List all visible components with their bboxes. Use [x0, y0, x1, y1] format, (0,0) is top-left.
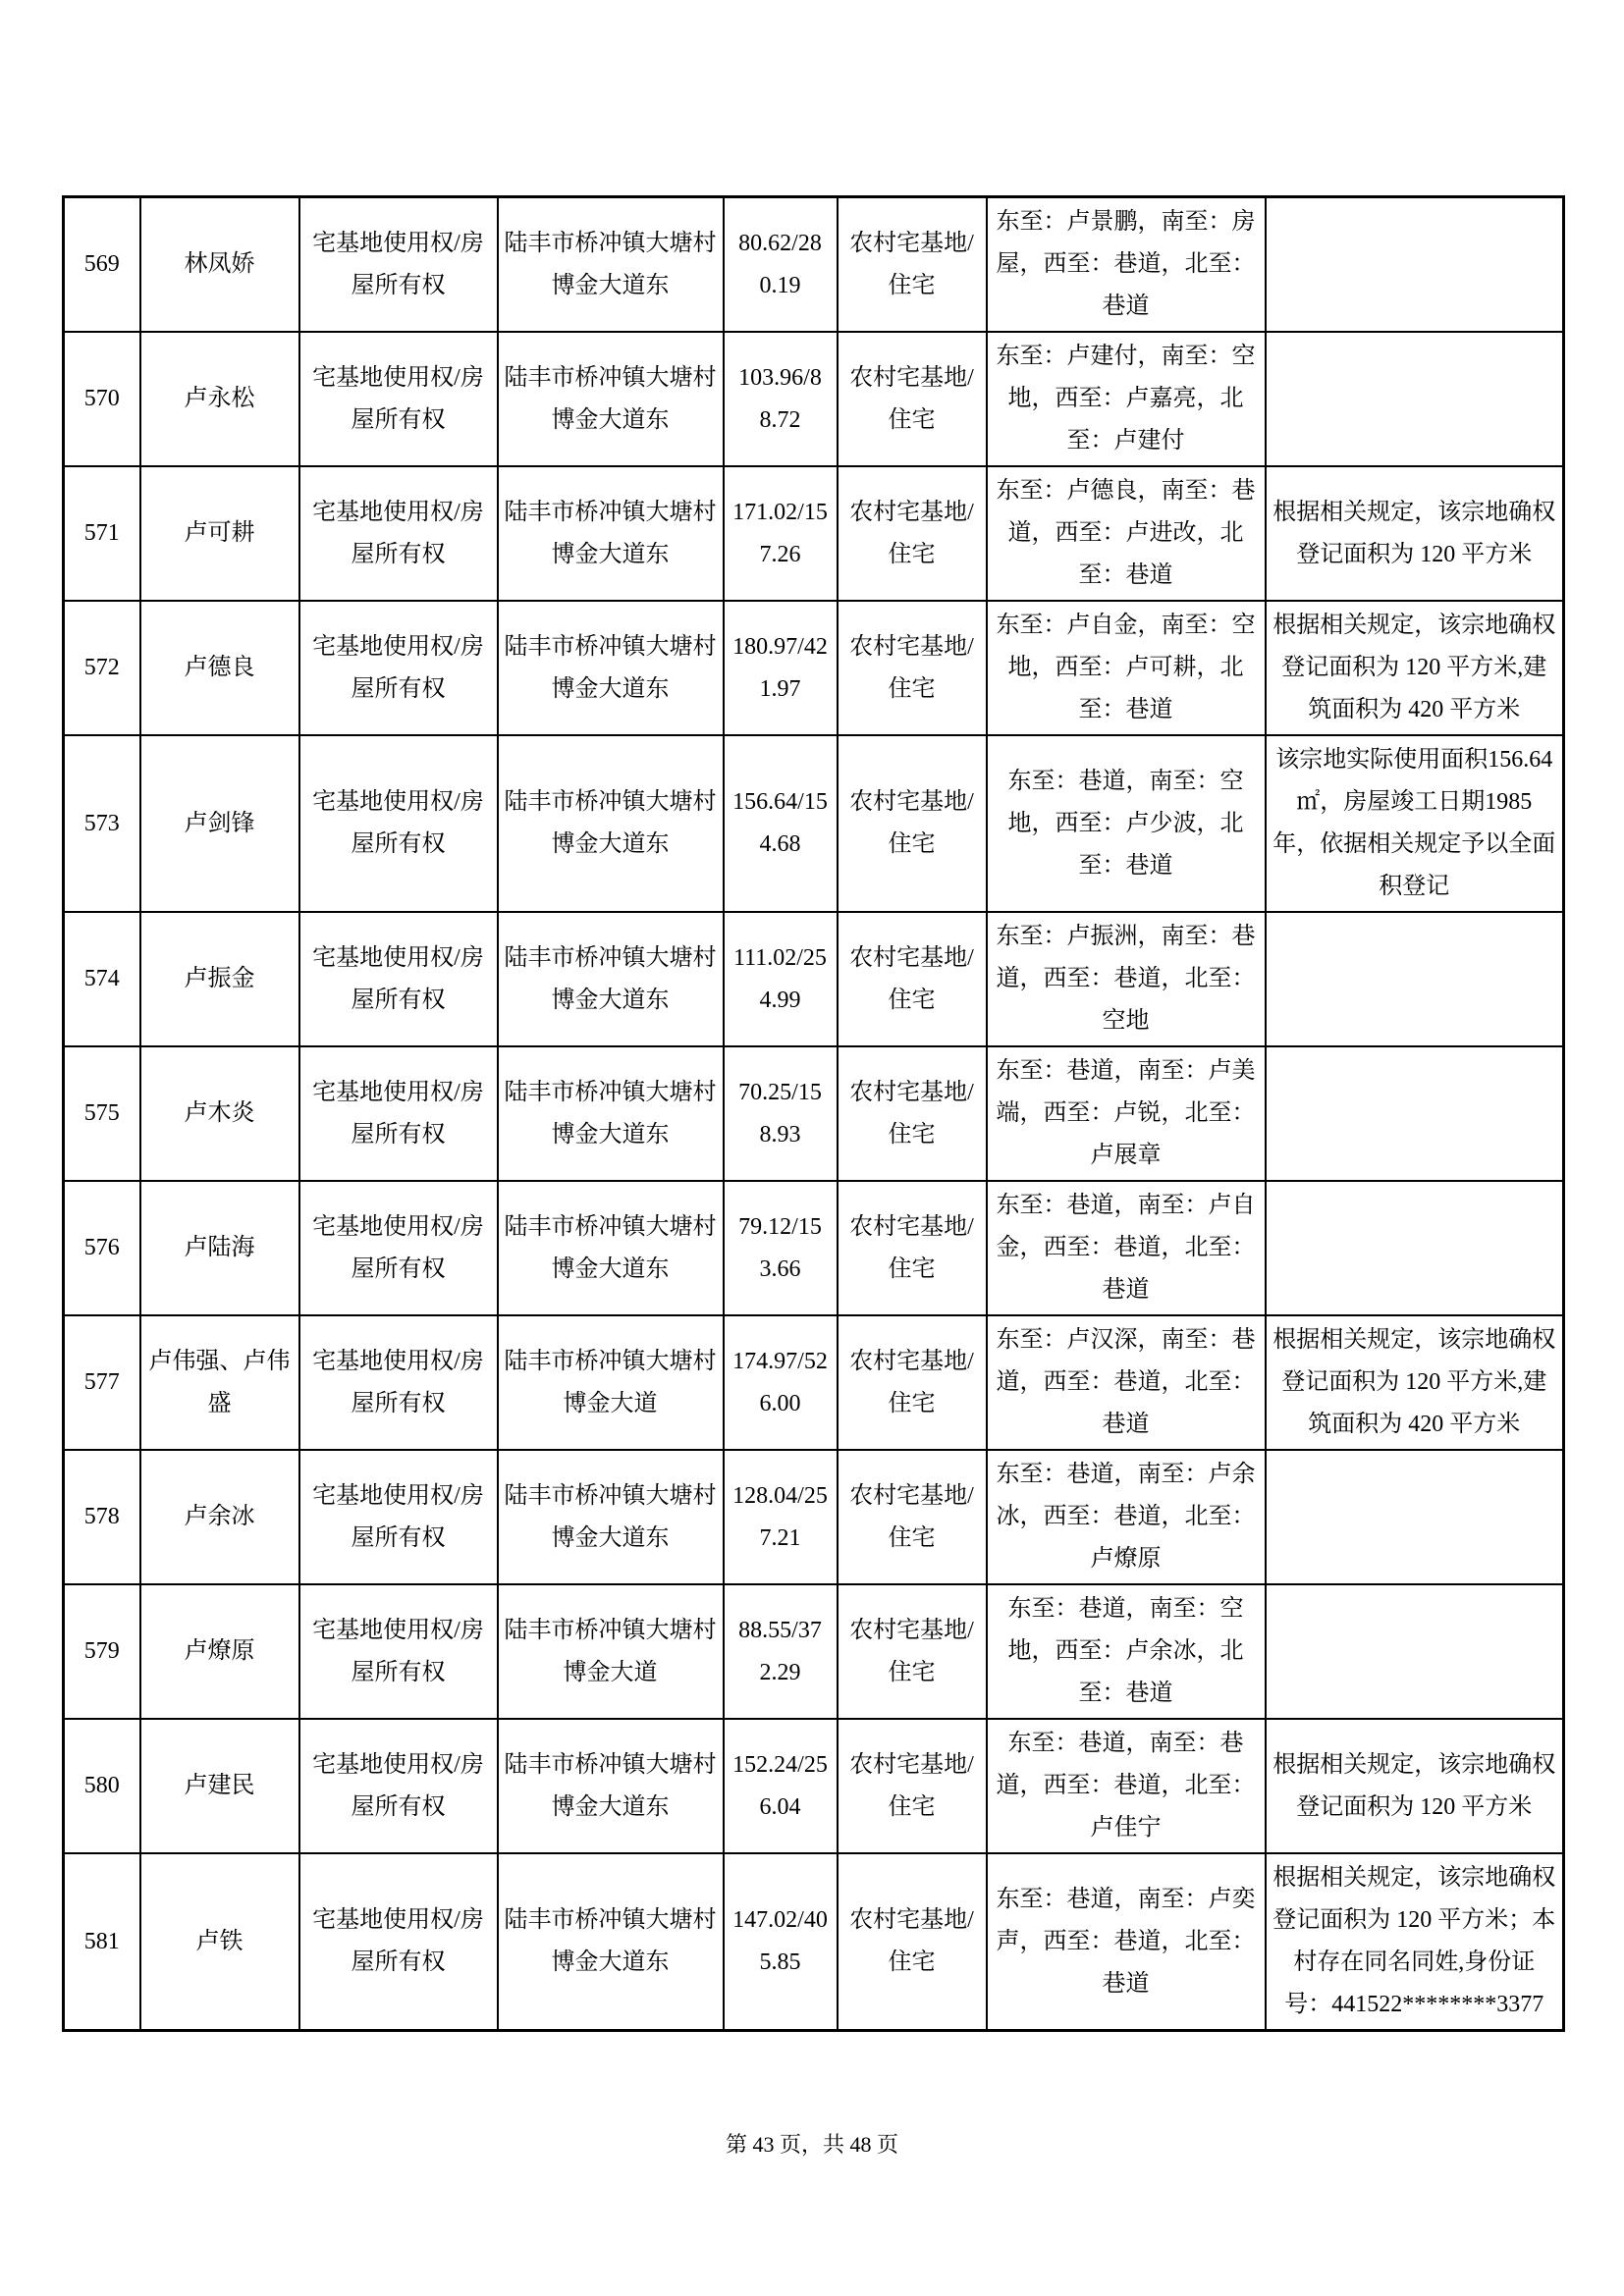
- owner-name-cell: 卢铁: [140, 1853, 299, 2031]
- remark-cell: 根据相关规定，该宗地确权登记面积为 120 平方米: [1266, 466, 1564, 601]
- serial-number-cell: 573: [64, 735, 140, 912]
- location-cell: 陆丰市桥冲镇大塘村博金大道: [498, 1584, 724, 1719]
- location-cell: 陆丰市桥冲镇大塘村博金大道: [498, 1315, 724, 1450]
- location-cell: 陆丰市桥冲镇大塘村博金大道东: [498, 601, 724, 735]
- usage-cell: 农村宅基地/住宅: [838, 466, 987, 601]
- area-cell: 70.25/158.93: [724, 1046, 838, 1181]
- serial-number-cell: 570: [64, 332, 140, 466]
- boundaries-cell: 东至：卢汉深，南至：巷道，西至：巷道，北至：巷道: [987, 1315, 1266, 1450]
- right-type-cell: 宅基地使用权/房屋所有权: [299, 1719, 498, 1853]
- serial-number-cell: 579: [64, 1584, 140, 1719]
- serial-number-cell: 569: [64, 197, 140, 333]
- boundaries-cell: 东至：卢自金，南至：空地，西至：卢可耕，北至：巷道: [987, 601, 1266, 735]
- owner-name-cell: 卢伟强、卢伟盛: [140, 1315, 299, 1450]
- location-cell: 陆丰市桥冲镇大塘村博金大道东: [498, 735, 724, 912]
- boundaries-cell: 东至：巷道，南至：卢美端，西至：卢锐，北至：卢展章: [987, 1046, 1266, 1181]
- owner-name-cell: 卢永松: [140, 332, 299, 466]
- area-cell: 103.96/88.72: [724, 332, 838, 466]
- boundaries-cell: 东至：巷道，南至：巷道，西至：巷道，北至：卢佳宁: [987, 1719, 1266, 1853]
- table-row: [64, 332, 1564, 466]
- remark-cell: [1266, 1046, 1564, 1181]
- serial-number-cell: 572: [64, 601, 140, 735]
- usage-cell: 农村宅基地/住宅: [838, 1450, 987, 1584]
- owner-name-cell: 卢余冰: [140, 1450, 299, 1584]
- owner-name-cell: 卢燎原: [140, 1584, 299, 1719]
- remark-cell: [1266, 332, 1564, 466]
- area-cell: 111.02/254.99: [724, 912, 838, 1046]
- table-row: [64, 197, 1564, 333]
- serial-number-cell: 577: [64, 1315, 140, 1450]
- owner-name-cell: 卢木炎: [140, 1046, 299, 1181]
- owner-name-cell: 卢陆海: [140, 1181, 299, 1315]
- location-cell: 陆丰市桥冲镇大塘村博金大道东: [498, 1853, 724, 2031]
- boundaries-cell: 东至：卢振洲，南至：巷道，西至：巷道，北至：空地: [987, 912, 1266, 1046]
- boundaries-cell: 东至：巷道，南至：卢余冰，西至：巷道，北至：卢燎原: [987, 1450, 1266, 1584]
- right-type-cell: 宅基地使用权/房屋所有权: [299, 1853, 498, 2031]
- land-registration-table: [62, 195, 1565, 2032]
- table-row: [64, 466, 1564, 601]
- boundaries-cell: 东至：卢景鹏，南至：房屋，西至：巷道，北至：巷道: [987, 197, 1266, 333]
- location-cell: 陆丰市桥冲镇大塘村博金大道东: [498, 466, 724, 601]
- remark-cell: [1266, 197, 1564, 333]
- boundaries-cell: 东至：巷道，南至：空地，西至：卢少波，北至：巷道: [987, 735, 1266, 912]
- serial-number-cell: 578: [64, 1450, 140, 1584]
- right-type-cell: 宅基地使用权/房屋所有权: [299, 1584, 498, 1719]
- area-cell: 156.64/154.68: [724, 735, 838, 912]
- serial-number-cell: 580: [64, 1719, 140, 1853]
- table-row: [64, 1046, 1564, 1181]
- owner-name-cell: 卢建民: [140, 1719, 299, 1853]
- location-cell: 陆丰市桥冲镇大塘村博金大道东: [498, 332, 724, 466]
- usage-cell: 农村宅基地/住宅: [838, 1853, 987, 2031]
- remark-cell: 根据相关规定，该宗地确权登记面积为 120 平方米；本村存在同名同姓,身份证号：441522********3377: [1266, 1853, 1564, 2031]
- right-type-cell: 宅基地使用权/房屋所有权: [299, 601, 498, 735]
- remark-cell: 该宗地实际使用面积156.64㎡，房屋竣工日期1985 年，依据相关规定予以全面积登记: [1266, 735, 1564, 912]
- table-row: [64, 1853, 1564, 2031]
- area-cell: 80.62/280.19: [724, 197, 838, 333]
- area-cell: 171.02/157.26: [724, 466, 838, 601]
- serial-number-cell: 575: [64, 1046, 140, 1181]
- usage-cell: 农村宅基地/住宅: [838, 735, 987, 912]
- usage-cell: 农村宅基地/住宅: [838, 912, 987, 1046]
- usage-cell: 农村宅基地/住宅: [838, 1315, 987, 1450]
- usage-cell: 农村宅基地/住宅: [838, 197, 987, 333]
- owner-name-cell: 卢可耕: [140, 466, 299, 601]
- usage-cell: 农村宅基地/住宅: [838, 1719, 987, 1853]
- right-type-cell: 宅基地使用权/房屋所有权: [299, 1315, 498, 1450]
- usage-cell: 农村宅基地/住宅: [838, 1046, 987, 1181]
- right-type-cell: 宅基地使用权/房屋所有权: [299, 735, 498, 912]
- remark-cell: [1266, 1450, 1564, 1584]
- boundaries-cell: 东至：卢建付，南至：空地，西至：卢嘉亮，北至：卢建付: [987, 332, 1266, 466]
- boundaries-cell: 东至：卢德良，南至：巷道，西至：卢进改，北至：巷道: [987, 466, 1266, 601]
- right-type-cell: 宅基地使用权/房屋所有权: [299, 197, 498, 333]
- boundaries-cell: 东至：巷道，南至：卢奕声，西至：巷道，北至：巷道: [987, 1853, 1266, 2031]
- table-row: [64, 735, 1564, 912]
- location-cell: 陆丰市桥冲镇大塘村博金大道东: [498, 1181, 724, 1315]
- table-body: [64, 197, 1564, 2031]
- serial-number-cell: 571: [64, 466, 140, 601]
- serial-number-cell: 574: [64, 912, 140, 1046]
- boundaries-cell: 东至：巷道，南至：卢自金，西至：巷道，北至：巷道: [987, 1181, 1266, 1315]
- right-type-cell: 宅基地使用权/房屋所有权: [299, 466, 498, 601]
- right-type-cell: 宅基地使用权/房屋所有权: [299, 912, 498, 1046]
- table-row: [64, 601, 1564, 735]
- remark-cell: 根据相关规定，该宗地确权登记面积为 120 平方米,建筑面积为 420 平方米: [1266, 1315, 1564, 1450]
- location-cell: 陆丰市桥冲镇大塘村博金大道东: [498, 197, 724, 333]
- area-cell: 152.24/256.04: [724, 1719, 838, 1853]
- right-type-cell: 宅基地使用权/房屋所有权: [299, 1181, 498, 1315]
- location-cell: 陆丰市桥冲镇大塘村博金大道东: [498, 912, 724, 1046]
- table-row: [64, 1315, 1564, 1450]
- usage-cell: 农村宅基地/住宅: [838, 332, 987, 466]
- remark-cell: [1266, 1181, 1564, 1315]
- area-cell: 79.12/153.66: [724, 1181, 838, 1315]
- table-row: [64, 1719, 1564, 1853]
- serial-number-cell: 581: [64, 1853, 140, 2031]
- owner-name-cell: 林凤娇: [140, 197, 299, 333]
- boundaries-cell: 东至：巷道，南至：空地，西至：卢余冰，北至：巷道: [987, 1584, 1266, 1719]
- usage-cell: 农村宅基地/住宅: [838, 1584, 987, 1719]
- owner-name-cell: 卢振金: [140, 912, 299, 1046]
- right-type-cell: 宅基地使用权/房屋所有权: [299, 1046, 498, 1181]
- table-row: [64, 912, 1564, 1046]
- owner-name-cell: 卢剑锋: [140, 735, 299, 912]
- remark-cell: [1266, 1584, 1564, 1719]
- right-type-cell: 宅基地使用权/房屋所有权: [299, 332, 498, 466]
- remark-cell: [1266, 912, 1564, 1046]
- remark-cell: 根据相关规定，该宗地确权登记面积为 120 平方米: [1266, 1719, 1564, 1853]
- table-row: [64, 1181, 1564, 1315]
- table-row: [64, 1584, 1564, 1719]
- usage-cell: 农村宅基地/住宅: [838, 1181, 987, 1315]
- location-cell: 陆丰市桥冲镇大塘村博金大道东: [498, 1719, 724, 1853]
- page-footer: 第 43 页，共 48 页: [725, 2132, 898, 2157]
- area-cell: 147.02/405.85: [724, 1853, 838, 2031]
- table-row: [64, 1450, 1564, 1584]
- owner-name-cell: 卢德良: [140, 601, 299, 735]
- right-type-cell: 宅基地使用权/房屋所有权: [299, 1450, 498, 1584]
- area-cell: 88.55/372.29: [724, 1584, 838, 1719]
- usage-cell: 农村宅基地/住宅: [838, 601, 987, 735]
- location-cell: 陆丰市桥冲镇大塘村博金大道东: [498, 1046, 724, 1181]
- area-cell: 174.97/526.00: [724, 1315, 838, 1450]
- serial-number-cell: 576: [64, 1181, 140, 1315]
- area-cell: 180.97/421.97: [724, 601, 838, 735]
- location-cell: 陆丰市桥冲镇大塘村博金大道东: [498, 1450, 724, 1584]
- area-cell: 128.04/257.21: [724, 1450, 838, 1584]
- remark-cell: 根据相关规定，该宗地确权登记面积为 120 平方米,建筑面积为 420 平方米: [1266, 601, 1564, 735]
